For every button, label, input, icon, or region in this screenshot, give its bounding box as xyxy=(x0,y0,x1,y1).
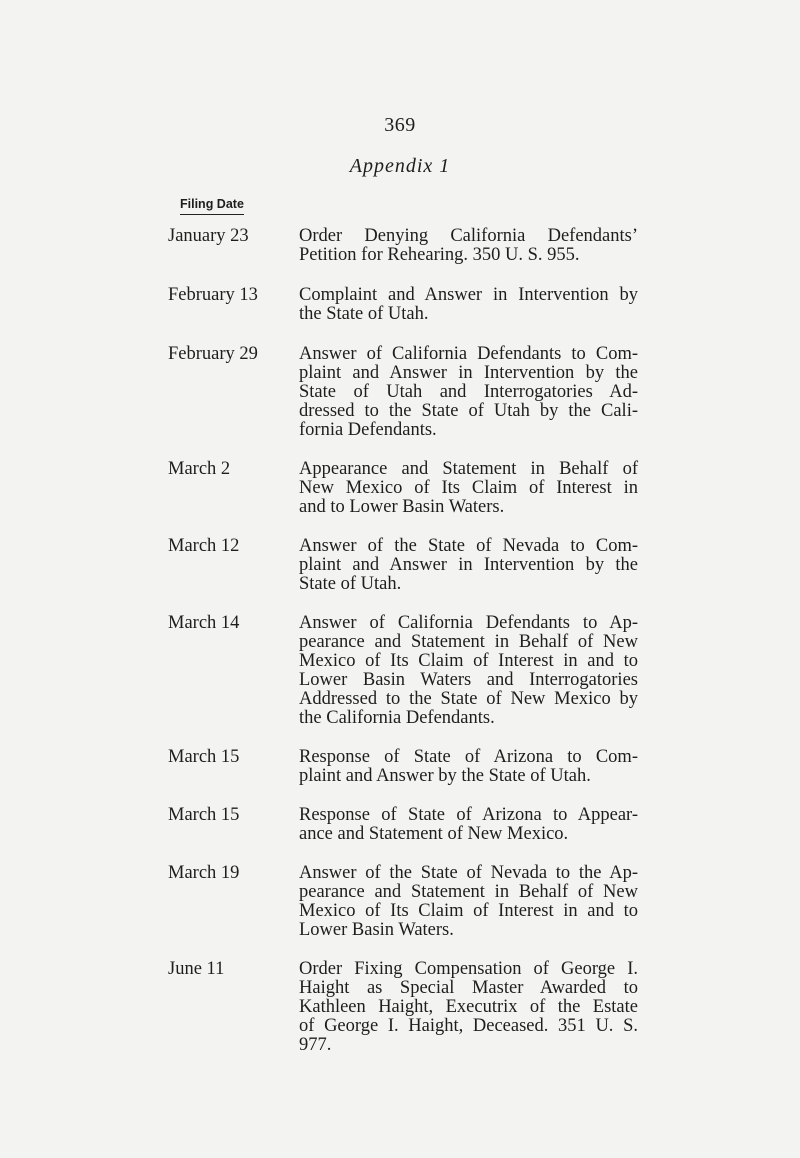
filing-entry xyxy=(168,960,638,1055)
filing-description-line: Order Fixing Compensation of George I. xyxy=(299,959,638,979)
filing-description-line: Lower Basin Waters and Interrogatories xyxy=(299,670,638,690)
filing-entry xyxy=(168,537,638,594)
filing-description-line: Answer of the State of Nevada to the Ap- xyxy=(299,863,638,883)
filing-description-line: pearance and Statement in Behalf of New xyxy=(299,632,638,652)
filing-description-line: State of Utah. xyxy=(299,574,402,594)
filing-description-line: dressed to the State of Utah by the Cali- xyxy=(299,401,638,421)
filing-description-line: New Mexico of Its Claim of Interest in xyxy=(299,478,638,498)
filing-description-line: plaint and Answer in Intervention by the xyxy=(299,363,638,383)
filing-description-line: Lower Basin Waters. xyxy=(299,920,454,940)
filing-description-line: Answer of California Defendants to Ap- xyxy=(299,613,638,633)
filing-description-line: the State of Utah. xyxy=(299,304,429,324)
filing-description-line: Response of State of Arizona to Com- xyxy=(299,747,638,767)
filing-description xyxy=(299,227,638,265)
filing-description xyxy=(299,537,638,594)
filing-description-line: Response of State of Arizona to Appear- xyxy=(299,805,638,825)
filing-date: March 15 xyxy=(168,747,240,767)
filing-date-column-header: Filing Date xyxy=(180,197,244,215)
filing-description-line: Order Denying California Defendants’ xyxy=(299,226,638,246)
filing-description-line: State of Utah and Interrogatories Ad- xyxy=(299,382,638,402)
filing-description-line: Petition for Rehearing. 350 U. S. 955. xyxy=(299,245,580,265)
filing-date: June 11 xyxy=(168,959,225,979)
filing-description xyxy=(299,864,638,940)
filing-date: January 23 xyxy=(168,226,249,246)
filing-description xyxy=(299,806,638,844)
filing-description-line: Mexico of Its Claim of Interest in and to xyxy=(299,651,638,671)
filing-description xyxy=(299,614,638,728)
filing-entry xyxy=(168,227,638,265)
filing-description-line: Appearance and Statement in Behalf of xyxy=(299,459,638,479)
filing-description xyxy=(299,460,638,517)
filing-description-line: of George I. Haight, Deceased. 351 U. S. xyxy=(299,1016,638,1036)
filing-description-line: pearance and Statement in Behalf of New xyxy=(299,882,638,902)
filing-date: February 13 xyxy=(168,285,258,305)
filing-description xyxy=(299,345,638,440)
filing-description-line: 977. xyxy=(299,1035,332,1055)
filing-description-line: Answer of California Defendants to Com- xyxy=(299,344,638,364)
filing-entries-list xyxy=(168,227,638,1055)
filing-description xyxy=(299,748,638,786)
filing-description-line: plaint and Answer in Intervention by the xyxy=(299,555,638,575)
filing-description-line: fornia Defendants. xyxy=(299,420,437,440)
filing-description-line: the California Defendants. xyxy=(299,708,495,728)
filing-entry xyxy=(168,614,638,728)
filing-entry xyxy=(168,864,638,940)
filing-entry xyxy=(168,460,638,517)
filing-description-line: and to Lower Basin Waters. xyxy=(299,497,505,517)
filing-description-line: Kathleen Haight, Executrix of the Estate xyxy=(299,997,638,1017)
filing-entry xyxy=(168,806,638,844)
filing-date: March 12 xyxy=(168,536,240,556)
filing-description-line: ance and Statement of New Mexico. xyxy=(299,824,569,844)
filing-description-line: Addressed to the State of New Mexico by xyxy=(299,689,638,709)
filing-description xyxy=(299,286,638,324)
filing-date: March 2 xyxy=(168,459,231,479)
filing-description-line: plaint and Answer by the State of Utah. xyxy=(299,766,591,786)
filing-date: March 14 xyxy=(168,613,240,633)
filing-entry xyxy=(168,286,638,324)
filing-description-line: Answer of the State of Nevada to Com- xyxy=(299,536,638,556)
filing-description-line: Mexico of Its Claim of Interest in and to xyxy=(299,901,638,921)
filing-description-line: Haight as Special Master Awarded to xyxy=(299,978,638,998)
appendix-title: Appendix 1 xyxy=(349,155,451,177)
filing-date: March 15 xyxy=(168,805,240,825)
filing-entry xyxy=(168,345,638,440)
filing-date: February 29 xyxy=(168,344,258,364)
filing-description-line: Complaint and Answer in Intervention by xyxy=(299,285,638,305)
page-number: 369 xyxy=(384,114,416,136)
filing-entry xyxy=(168,748,638,786)
filing-description xyxy=(299,960,638,1055)
filing-date: March 19 xyxy=(168,863,240,883)
